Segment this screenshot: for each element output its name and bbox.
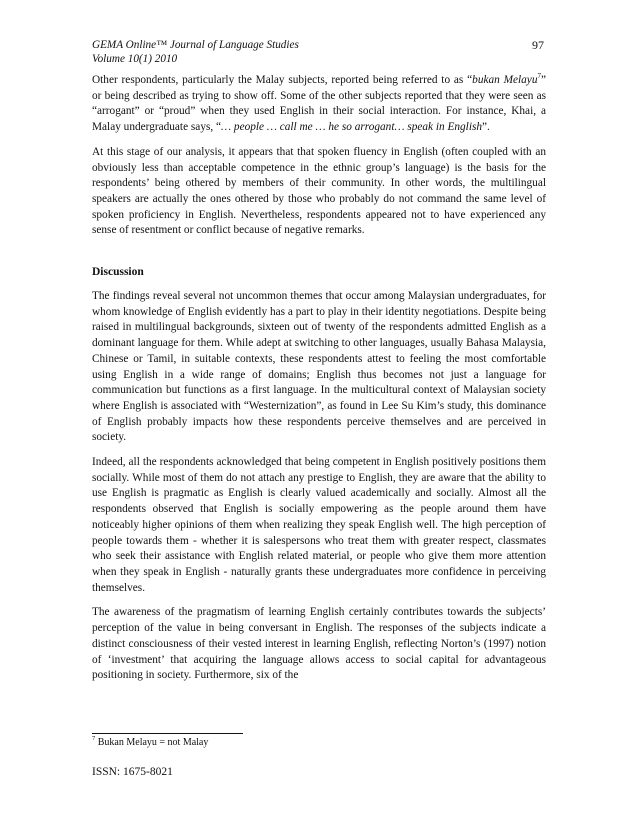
footnote-reference: 7: [537, 72, 541, 80]
paragraph-text: ” or being described as trying to show off. Some of the other subjects reported that they were seen as “arrogant” or “proud” when they used English in their social interaction. For instance, Khai, a Malay undergraduate says, “: [92, 74, 546, 134]
section-heading: Discussion: [92, 266, 144, 279]
paragraph-analysis: At this stage of our analysis, it appears that that spoken fluency in English (often coupled with an obviously less than acceptable competence in the ethnic group’s language) is the basis for the respondents’ being othered by members of their community. In other words, the multilingual speakers are actually the ones othered by those who probably do not command the same level of spoken proficiency in English. Nevertheless, respondents appeared not to have experienced any sense of resentment or conflict because of negative remarks.: [92, 145, 546, 237]
running-header: [92, 39, 544, 66]
footnote-text: Bukan Melayu = not Malay: [95, 737, 209, 748]
paragraph-text: Other respondents, particularly the Malay subjects, reported being referred to as “: [92, 74, 473, 86]
paragraph-pragmatism: The awareness of the pragmatism of learning English certainly contributes towards the subjects’ perception of the value in being conversant in English. The responses of the subjects indicate a distinct consciousness of their vested interest in learning English, reflecting Norton’s (1997) notion of ‘investment’ that acquiring the language allows access to social capital for advantageous positioning in society. Furthermore, six of the: [92, 606, 546, 682]
italic-term: bukan Melayu: [472, 74, 538, 86]
footnote-number: 7: [92, 735, 96, 742]
paragraph-respondents-othered: [92, 73, 546, 136]
page-number: 97: [532, 38, 544, 52]
footnote-rule: [92, 733, 243, 734]
paragraph-findings: The findings reveal several not uncommon themes that occur among Malaysian undergraduates, for whom knowledge of English evidently has a part to play in their identity negotiations. Despite being raised in multilingual backgrounds, sixteen out of twenty of the respondents admitted English as a dominant language for them. While adept at switching to other languages, usually Bahasa Malaysia, Chinese or Tamil, in suitable contexts, these respondents attest to feeling the most comfortable using English in a wide range of domains; English thus becomes not just a language for communication but functions as a first language. In the multicultural context of Malaysian society where English is associated with “Westernization”, as found in Lee Su Kim’s study, this dominance of English probably impacts how these respondents perceive themselves and are perceived in society.: [92, 290, 546, 444]
article-body: [92, 73, 546, 693]
issn-footer: ISSN: 1675-8021: [92, 766, 173, 778]
paragraph-social-positioning: Indeed, all the respondents acknowledged that being competent in English positively positions them socially. While most of them do not attach any prestige to English, they are aware that the ability to use English is pragmatic as English is clearly valued academically and socially. Almost all the respondents observed that English is socially empowering as the people around them have noticeably higher opinions of them when realizing they speak English well. The high perception of people towards them - whether it is salespersons who treat them with greater respect, classmates who seek their assistance with English related material, or people who give them more attention when they speak in English - naturally grants these undergraduates more confidence in perceiving themselves.: [92, 456, 546, 594]
interview-quote: … people … call me … he so arrogant… speak in English: [221, 121, 483, 134]
paragraph-text: ”.: [482, 121, 490, 134]
journal-volume: Volume 10(1) 2010: [92, 52, 178, 65]
footnote: [92, 737, 208, 748]
journal-title: GEMA Online™ Journal of Language Studies: [92, 39, 299, 51]
